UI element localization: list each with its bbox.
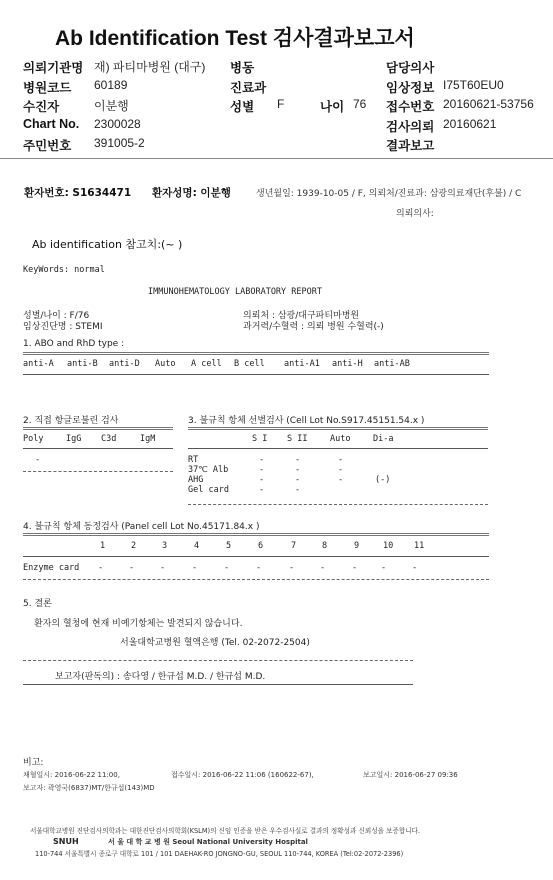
double-rule [188, 427, 488, 430]
panel-value: - [256, 563, 262, 573]
header-value: 재) 파티마병원 (대구) [94, 60, 206, 74]
header-value: 2300028 [94, 117, 141, 131]
panel-cell-number: 6 [258, 541, 264, 551]
screening-value: - [259, 475, 265, 485]
rule [23, 448, 173, 449]
footer-certification: 서울대학교병원 진단검사의학과는 대한진단검사의학회(KSLM)의 신임 인증을 받은 우수검사실로 결과의 정확성과 신뢰성을 보증합니다. [30, 827, 421, 835]
abo-column-header: anti-H [332, 359, 363, 369]
screening-column-header: S I [252, 434, 268, 444]
header-label: 담당의사 [386, 61, 435, 75]
panel-value: - [352, 563, 358, 573]
dat-value: - [35, 455, 41, 465]
header-label: 나이 [320, 100, 345, 114]
screening-phase: Gel card [188, 485, 229, 495]
panel-cell-number: 7 [291, 541, 297, 551]
header-label: 결과보고 [386, 139, 435, 153]
transfusion-history: 과거력/수혈력 : 의뢰 병원 수혈력(-) [243, 322, 384, 332]
header-label: 의뢰기관명 [23, 61, 84, 75]
header-value: 76 [353, 97, 367, 111]
screening-value: - [259, 465, 265, 475]
header-value: 20160621 [443, 117, 497, 131]
rule [23, 374, 489, 375]
header-label: 성별 [230, 100, 255, 114]
screening-value: - [295, 455, 301, 465]
panel-value: - [224, 563, 230, 573]
header-label: 수진자 [23, 100, 60, 114]
report-heading: Ab identification 참고치:(~ ) [32, 238, 183, 251]
panel-value: - [289, 563, 295, 573]
panel-value: - [192, 563, 198, 573]
section-2-title: 2. 직접 항글로불린 검사 [23, 416, 119, 426]
rule [188, 448, 488, 449]
screening-column-header: S II [287, 434, 308, 444]
abo-column-header: anti-AB [374, 359, 410, 369]
panel-cell-number: 1 [100, 541, 106, 551]
abo-column-header: anti-A1 [284, 359, 320, 369]
patient-name: 환자성명: 이분행 [152, 187, 231, 199]
footer-address: 110-744 서울특별시 종로구 대학로 101 / 101 DAEHAK-RO JONGNO-GU, SEOUL 110-744, KOREA (Tel:02-2072-2396) [35, 850, 404, 858]
sex-age: 성별/나이 : F/76 [23, 311, 90, 321]
dashed-rule [188, 504, 488, 505]
collection-time: 채혈일시: 2016-06-22 11:00, [23, 771, 120, 779]
screening-phase: 37℃ Alb [188, 465, 229, 475]
abo-column-header: B cell [234, 359, 265, 369]
section-3-title: 3. 불규칙 항체 선별검사 (Cell Lot No.S917.45151.54.x ) [188, 416, 425, 426]
screening-value: - [295, 465, 301, 475]
header-label: 주민번호 [23, 139, 72, 153]
header-value: F [277, 97, 285, 111]
header-label: 병원코드 [23, 81, 72, 95]
panel-cell-number: 11 [414, 541, 425, 551]
patient-meta: 생년월일: 1939-10-05 / F, 의뢰처/진료과: 삼광의료재단(후불) / C [256, 189, 522, 199]
panel-row-label: Enzyme card [23, 563, 80, 573]
rule [23, 556, 489, 557]
conclusion-text: 환자의 혈청에 현재 비예기항체는 발견되지 않습니다. [34, 619, 243, 629]
screening-value: - [259, 455, 265, 465]
screening-phase: AHG [188, 475, 204, 485]
screening-value: - [259, 485, 265, 495]
abo-column-header: A cell [191, 359, 222, 369]
section-1-title: 1. ABO and RhD type : [23, 339, 125, 349]
dat-column-header: IgM [140, 434, 156, 444]
header-label: 검사의뢰 [386, 120, 435, 134]
panel-cell-number: 3 [162, 541, 168, 551]
screening-phase: RT [188, 455, 199, 465]
dashed-rule [23, 471, 173, 472]
header-divider [0, 158, 553, 159]
requesting-doctor: 의뢰의사: [396, 209, 434, 219]
receipt-time: 접수일시: 2016-06-22 11:06 (160622-67), [171, 771, 314, 779]
blood-bank: 서울대학교병원 혈액은행 (Tel. 02-2072-2504) [120, 638, 310, 648]
screening-value: (-) [375, 475, 391, 485]
dashed-rule [23, 660, 413, 661]
remark-label: 비고: [23, 758, 44, 768]
header-value: 이분행 [94, 99, 129, 113]
screening-value: - [338, 475, 344, 485]
section-4-title: 4. 불규칙 항체 동정검사 (Panel cell Lot No.45171.84.x ) [23, 522, 260, 532]
screening-value: - [338, 455, 344, 465]
reporter: 보고자(판독의) : 송다영 / 한규섭 M.D. / 한규섭 M.D. [55, 672, 266, 682]
panel-value: - [412, 563, 418, 573]
header-value: 391005-2 [94, 136, 145, 150]
dashed-rule [23, 579, 489, 580]
rule [23, 684, 413, 685]
footer-hospital-name: 서 울 대 학 교 병 원 Seoul National University Hospital [108, 838, 308, 846]
screening-value: - [338, 465, 344, 475]
panel-cell-number: 2 [131, 541, 137, 551]
screening-value: - [295, 485, 301, 495]
header-label: 병동 [230, 61, 255, 75]
screening-value: - [295, 475, 301, 485]
report-time: 보고일시: 2016-06-27 09:36 [363, 771, 458, 779]
dat-column-header: IgG [66, 434, 82, 444]
header-value: 20160621-53756 [443, 97, 534, 111]
header-value: 60189 [94, 78, 128, 92]
header-label: 진료과 [230, 81, 267, 95]
panel-cell-number: 5 [226, 541, 232, 551]
dat-column-header: C3d [101, 434, 117, 444]
abo-column-header: anti-B [67, 359, 98, 369]
screening-column-header: Auto [330, 434, 351, 444]
patient-number: 환자번호: S1634471 [24, 187, 132, 199]
header-value: I75T60EU0 [443, 78, 504, 92]
lab-title: IMMUNOHEMATOLOGY LABORATORY REPORT [148, 287, 322, 297]
report-sheet [8, 163, 553, 880]
panel-cell-number: 4 [194, 541, 200, 551]
abo-column-header: anti-A [23, 359, 54, 369]
abo-column-header: anti-D [109, 359, 140, 369]
panel-cell-number: 9 [354, 541, 360, 551]
panel-value: - [381, 563, 387, 573]
dat-column-header: Poly [23, 434, 44, 444]
panel-cell-number: 8 [322, 541, 328, 551]
panel-cell-number: 10 [383, 541, 394, 551]
hospital-logo: SNUH [53, 837, 79, 846]
header-label: 임상정보 [386, 81, 435, 95]
header-label: 접수번호 [386, 100, 435, 114]
panel-value: - [129, 563, 135, 573]
double-rule [23, 533, 489, 536]
abo-column-header: Auto [155, 359, 176, 369]
keywords: KeyWords: normal [23, 265, 105, 275]
panel-value: - [320, 563, 326, 573]
section-5-title: 5. 결론 [23, 599, 52, 609]
screening-column-header: Di-a [373, 434, 394, 444]
clinical-diagnosis: 임상진단명 : STEMI [23, 322, 103, 332]
double-rule [23, 427, 173, 430]
double-rule [23, 352, 489, 355]
panel-value: - [160, 563, 166, 573]
header-label: Chart No. [23, 117, 80, 131]
requesting-place: 의뢰처 : 삼광/대구파티마병원 [243, 311, 360, 321]
page-title: Ab Identification Test 검사결과보고서 [55, 27, 415, 50]
reporter-staff: 보고자: 곽영국(6837)MT/한규섭(143)MD [23, 784, 155, 792]
panel-value: - [98, 563, 104, 573]
